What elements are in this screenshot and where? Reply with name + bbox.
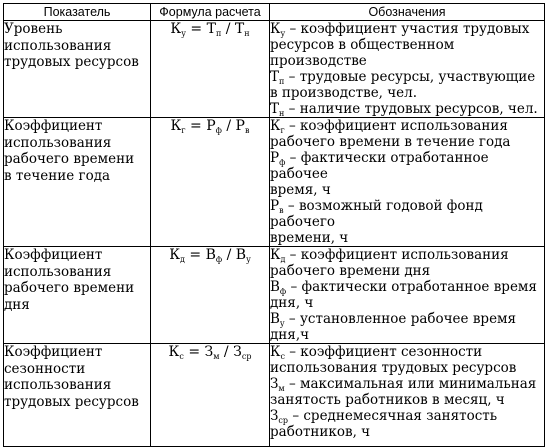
formula-eq: = — [185, 118, 207, 134]
notation-continuation: рабочего времени в течение года — [270, 134, 511, 150]
formula-cell — [151, 344, 270, 447]
notation-text: – максимальная или минимальная — [284, 376, 537, 392]
indicator-line: Коэффициент — [4, 344, 103, 360]
formula-a-sub: ф — [215, 255, 223, 264]
notation-continuation: использования трудовых ресурсов — [270, 360, 517, 376]
notation-text: – коэффициент участия трудовых — [285, 21, 530, 37]
indicators-table — [3, 3, 545, 447]
notation-symbol: В — [270, 279, 280, 295]
formula-eq: = — [185, 21, 207, 37]
formula-lhs: К — [168, 344, 180, 360]
formula-b: В — [235, 247, 247, 263]
notation-first-line — [270, 376, 544, 392]
notation-first-line — [270, 21, 544, 37]
header-formula: Формула расчета — [151, 4, 270, 21]
notation-item — [270, 376, 544, 408]
notation-first-line — [270, 311, 544, 343]
notation-item — [270, 279, 544, 311]
notation-first-line — [270, 279, 544, 295]
notation-symbol: Р — [270, 150, 280, 166]
notation-subscript: ср — [278, 416, 289, 425]
notation-text: – коэффициент использования — [284, 118, 508, 134]
notation-first-line — [270, 247, 544, 263]
table-row — [4, 247, 545, 344]
indicator-line: использования — [4, 377, 112, 393]
notation-symbol: В — [270, 311, 280, 327]
notation-continuation: времени, ч — [270, 230, 349, 246]
notation-symbol: Р — [270, 198, 280, 214]
indicator-line: сезонности — [4, 360, 86, 377]
notation-subscript: у — [279, 319, 285, 328]
formula-eq: = — [184, 247, 206, 263]
indicator-cell — [4, 247, 151, 344]
formula-b-sub: н — [244, 29, 250, 38]
indicator-line: использования — [4, 37, 112, 54]
notation-text: – возможный годовой фонд рабочего — [270, 198, 483, 230]
indicator-line: Коэффициент — [4, 118, 103, 134]
notation-text: – установленное рабочее время дня,ч — [270, 311, 517, 343]
notation-symbol: К — [270, 21, 281, 37]
formula-lhs-sub: д — [180, 255, 185, 264]
notation-symbol: З — [270, 376, 279, 392]
notation-continuation: ресурсов в общественном производстве — [270, 37, 455, 69]
notation-text: – фактически отработанное время — [286, 279, 537, 295]
formula-a: В — [205, 247, 216, 263]
notation-subscript: у — [280, 29, 286, 38]
indicator-line: трудовых ресурсов — [4, 54, 139, 70]
indicator-line: в течение года — [4, 167, 111, 184]
formula-b: З — [233, 344, 242, 360]
indicator-cell — [4, 344, 151, 447]
notation-symbol: Т — [270, 101, 280, 117]
formula — [170, 21, 249, 37]
notation-symbol: К — [270, 247, 281, 263]
formula-lhs-sub: г — [181, 126, 186, 135]
header-indicator: Показатель — [4, 4, 151, 21]
notation-first-line — [270, 69, 544, 85]
notation-cell — [270, 247, 545, 344]
notation-item — [270, 150, 544, 198]
notation-continuation: работников, ч — [270, 424, 371, 440]
notation-subscript: с — [280, 352, 285, 361]
indicator-line: использования — [4, 263, 112, 280]
notation-item — [270, 69, 544, 101]
indicator-cell — [4, 21, 151, 118]
formula-lhs: К — [170, 118, 182, 134]
formula-op: / — [222, 247, 236, 263]
notation-item — [270, 408, 544, 440]
table-row — [4, 344, 545, 447]
notation-text: – фактически отработанное рабочее — [270, 150, 489, 182]
notation-item — [270, 118, 544, 150]
notation-item — [270, 247, 544, 279]
indicator-line: трудовых ресурсов — [4, 393, 139, 410]
notation-first-line — [270, 198, 544, 230]
notation-continuation: рабочего времени дня — [270, 263, 431, 279]
notation-item — [270, 311, 544, 343]
formula — [169, 344, 252, 360]
formula-cell — [151, 247, 270, 344]
formula-op: / — [221, 21, 235, 37]
header-row — [4, 4, 545, 21]
notation-item — [270, 101, 544, 117]
notation-subscript: н — [279, 109, 285, 118]
formula-b-sub: ср — [241, 352, 252, 361]
notation-continuation: в производстве, чел. — [270, 85, 418, 101]
formula-cell — [151, 118, 270, 247]
formula-op: / — [221, 118, 236, 134]
notation-first-line — [270, 101, 544, 117]
notation-symbol: З — [270, 408, 279, 424]
notation-continuation: время, ч — [270, 182, 331, 198]
notation-subscript: п — [279, 77, 285, 86]
notation-item — [270, 344, 544, 376]
notation-first-line — [270, 408, 544, 424]
formula-b-sub: у — [246, 255, 251, 264]
formula-b-sub: в — [244, 126, 250, 135]
notation-subscript: г — [280, 126, 285, 135]
notation-symbol: Т — [270, 69, 280, 85]
notation-subscript: ф — [279, 287, 287, 296]
indicator-line: использования — [4, 134, 112, 151]
notation-continuation: занятость работников в месяц, ч — [270, 392, 505, 408]
notation-first-line — [270, 344, 544, 360]
formula-a-sub: м — [213, 352, 220, 361]
notation-symbol: К — [270, 344, 281, 360]
notation-first-line — [270, 150, 544, 182]
formula-lhs-sub: с — [179, 352, 184, 361]
table-row — [4, 118, 545, 247]
formula-a-sub: п — [215, 29, 222, 38]
indicator-cell — [4, 118, 151, 247]
indicator-line: рабочего времени дня — [4, 280, 135, 313]
notation-cell — [270, 118, 545, 247]
notation-item — [270, 198, 544, 246]
indicator-line: Коэффициент — [4, 247, 103, 263]
formula-eq: = — [183, 344, 205, 360]
notation-text: – коэффициент использования — [285, 247, 509, 263]
formula-a: Р — [206, 118, 216, 134]
formula-b: Т — [234, 21, 245, 37]
notation-first-line — [270, 118, 544, 134]
notation-item — [270, 21, 544, 69]
notation-symbol: К — [270, 118, 281, 134]
formula-b: Р — [235, 118, 245, 134]
formula — [171, 118, 250, 134]
notation-text: – коэффициент сезонности — [284, 344, 483, 360]
notation-cell — [270, 21, 545, 118]
formula — [169, 247, 251, 263]
indicator-line: рабочего времени — [4, 151, 135, 167]
formula-a: Т — [206, 21, 216, 37]
formula-a: З — [204, 344, 214, 360]
indicator-line: Уровень — [4, 21, 63, 37]
formula-lhs: К — [170, 21, 182, 37]
notation-subscript: ф — [279, 158, 286, 167]
formula-lhs-sub: у — [181, 29, 186, 38]
formula-lhs: К — [169, 247, 181, 263]
notation-text: – трудовые ресурсы, участвующие — [284, 69, 536, 85]
notation-subscript: м — [278, 384, 285, 393]
header-notation: Обозначения — [270, 4, 545, 21]
notation-text: – наличие трудовых ресурсов, чел. — [284, 101, 538, 117]
notation-cell — [270, 344, 545, 447]
notation-subscript: д — [280, 255, 286, 264]
formula-a-sub: ф — [215, 126, 222, 135]
formula-cell — [151, 21, 270, 118]
notation-subscript: в — [279, 206, 284, 215]
notation-text: – среднемесячная занятость — [288, 408, 498, 424]
notation-continuation: дня, ч — [270, 295, 314, 311]
table-row — [4, 21, 545, 118]
formula-op: / — [219, 344, 234, 360]
